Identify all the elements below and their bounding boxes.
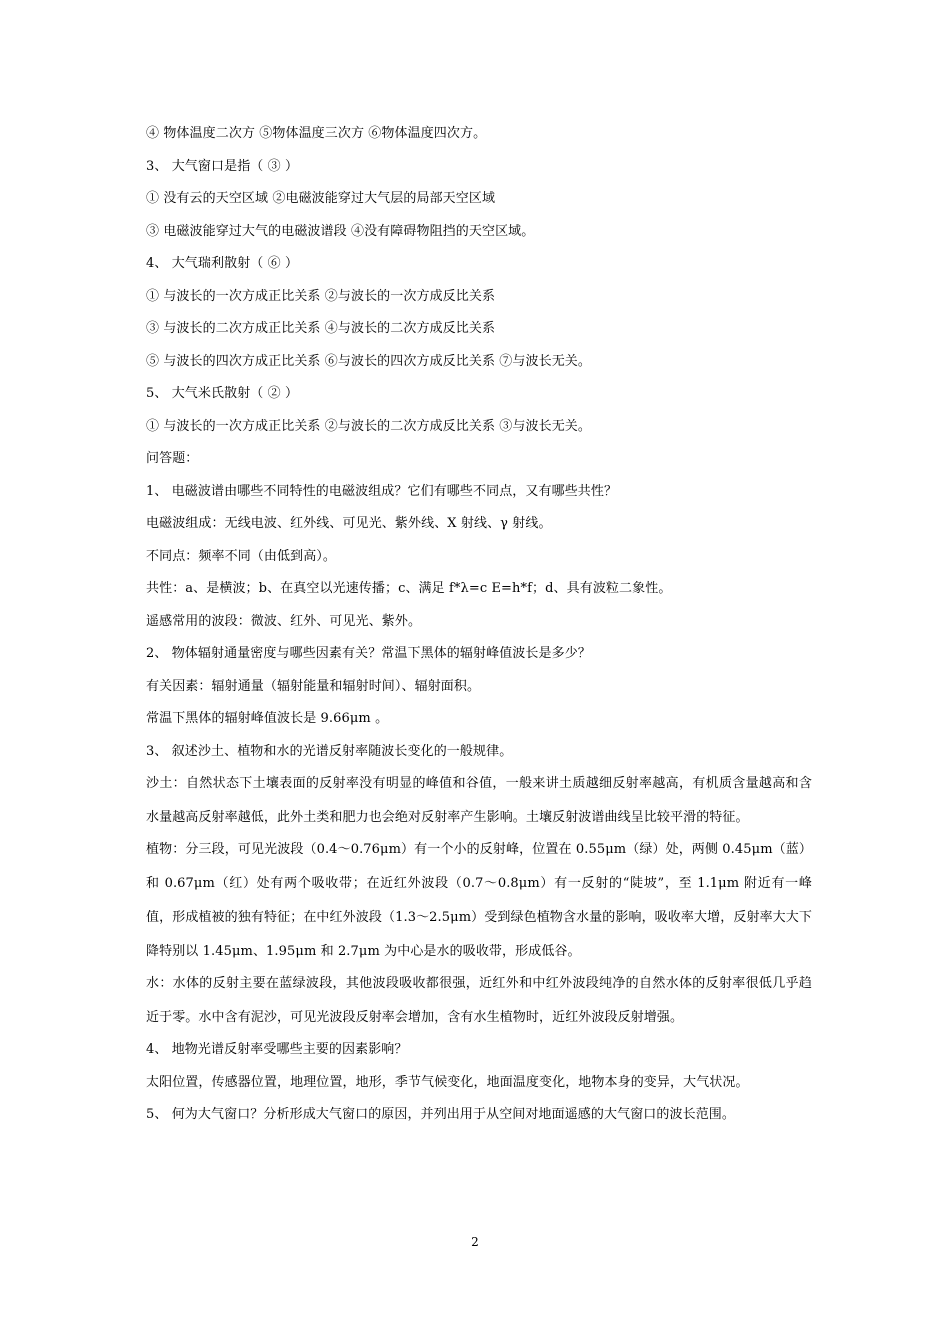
answer-line: 有关因素：辐射通量（辐射能量和辐射时间）、辐射面积。	[146, 678, 481, 694]
page-number: 2	[471, 1235, 479, 1249]
question-line: 2、 物体辐射通量密度与哪些因素有关？常温下黑体的辐射峰值波长是多少？	[146, 646, 591, 661]
question-line: 5、 大气米氏散射（ ② ）	[146, 386, 299, 401]
option-line: ⑤ 与波长的四次方成正比关系 ⑥与波长的四次方成反比关系 ⑦与波长无关。	[146, 353, 591, 369]
question-line: 1、 电磁波谱由哪些不同特性的电磁波组成？它们有哪些不同点，又有哪些共性？	[146, 483, 618, 499]
answer-line: 遥感常用的波段：微波、红外、可见光、紫外。	[146, 613, 422, 629]
answer-paragraph-plant: 植物：分三段，可见光波段（0.4～0.76μm）有一个小的反射峰，位置在 0.55μm（绿）处，两侧 0.45μm（蓝）和 0.67μm（红）处有两个吸收带；在近红外波段（0.7～0.8μm）有一反射的“陡坡”，至 1.1μm 附近有一峰值，形成植被的独有特征；在中红外波段（1.3～2.5μm）受到绿色植物含水量的影响，吸收率大增，反射率大大下降特别以 1.45μm、1.95μm 和 2.7μm 为中心是水的吸收带，形成低谷。	[146, 842, 812, 959]
option-line: ③ 电磁波能穿过大气的电磁波谱段 ④没有障碍物阻挡的天空区域。	[146, 223, 535, 239]
question-line: 3、 叙述沙土、植物和水的光谱反射率随波长变化的一般规律。	[146, 743, 513, 759]
answer-line: 电磁波组成：无线电波、红外线、可见光、紫外线、X 射线、γ 射线。	[146, 516, 552, 531]
question-line: 4、 大气瑞利散射（ ⑥ ）	[146, 256, 299, 271]
answer-paragraph-soil: 沙土：自然状态下土壤表面的反射率没有明显的峰值和谷值，一般来讲土质越细反射率越高，有机质含量越高和含水量越高反射率越低，此外土类和肥力也会绝对反射率产生影响。土壤反射波谱曲线呈比较平滑的特征。	[146, 776, 812, 825]
answer-line: 太阳位置，传感器位置，地理位置，地形，季节气候变化，地面温度变化，地物本身的变异，大气状况。	[146, 1074, 749, 1090]
option-line: ① 与波长的一次方成正比关系 ②与波长的一次方成反比关系	[146, 288, 496, 304]
option-line: ① 与波长的一次方成正比关系 ②与波长的二次方成反比关系 ③与波长无关。	[146, 418, 591, 434]
option-line: ③ 与波长的二次方成正比关系 ④与波长的二次方成反比关系	[146, 321, 496, 336]
page-body	[146, 124, 812, 1138]
answer-line: 不同点：频率不同（由低到高）。	[146, 548, 337, 564]
question-line: 4、 地物光谱反射率受哪些主要的因素影响？	[146, 1042, 408, 1057]
answer-paragraph-water: 水：水体的反射主要在蓝绿波段，其他波段吸收都很强，近红外和中红外波段纯净的自然水体的反射率很低几乎趋近于零。水中含有泥沙，可见光波段反射率会增加，含有水生植物时，近红外波段反射增强。	[146, 976, 812, 1025]
answer-line: 共性：a、是横波；b、在真空以光速传播；c、满足 f*λ=c E=h*f；d、具有波粒二象性。	[146, 581, 672, 596]
question-line: 5、 何为大气窗口？分析形成大气窗口的原因，并列出用于从空间对地面遥感的大气窗口的波长范围。	[146, 1107, 736, 1122]
answer-line: 常温下黑体的辐射峰值波长是 9.66μm 。	[146, 711, 389, 726]
option-line: ① 没有云的天空区域 ②电磁波能穿过大气层的局部天空区域	[146, 191, 496, 206]
section-heading: 问答题：	[146, 451, 199, 466]
question-line: 3、 大气窗口是指（ ③ ）	[146, 158, 299, 174]
option-line: ④ 物体温度二次方 ⑤物体温度三次方 ⑥物体温度四次方。	[146, 126, 487, 141]
